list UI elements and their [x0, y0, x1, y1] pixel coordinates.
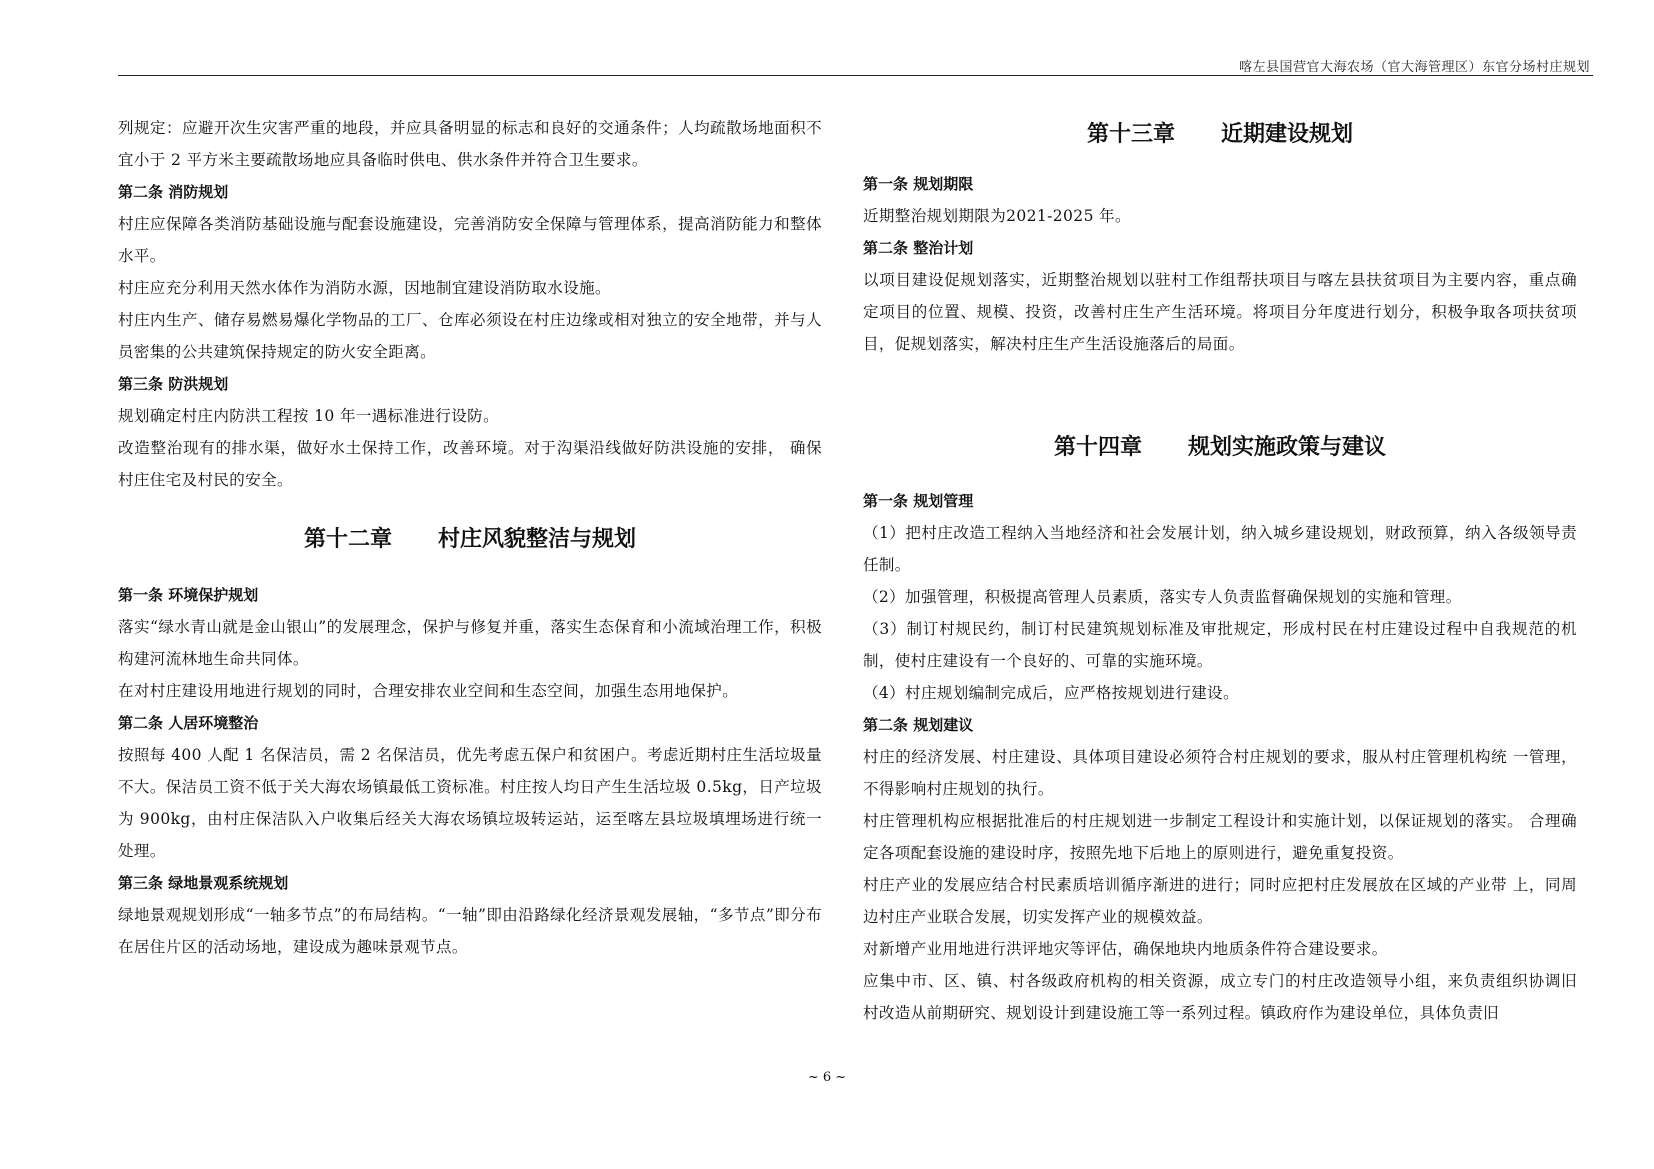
running-header: 喀左县国营官大海农场（官大海管理区）东官分场村庄规划	[1238, 60, 1590, 75]
paragraph: 村庄内生产、储存易燃易爆化学物品的工厂、仓库必须设在村庄边缘或相对独立的安全地带，并与人员密集的公共建筑保持规定的防火安全距离。	[118, 311, 822, 361]
article-heading-management: 第一条 规划管理	[863, 492, 974, 510]
paragraph: （4）村庄规划编制完成后，应严格按规划进行建设。	[863, 684, 1239, 702]
paragraph: 村庄管理机构应根据批准后的村庄规划进一步制定工程设计和实施计划，以保证规划的落实。 合理确定各项配套设施的建设时序，按照先地下后地上的原则进行，避免重复投资。	[863, 812, 1577, 862]
header-rule	[118, 75, 1593, 76]
chapter-title-14: 第十四章 规划实施政策与建议	[1054, 435, 1386, 460]
article-heading-flood: 第三条 防洪规划	[118, 375, 229, 393]
left-column	[118, 120, 822, 963]
paragraph: 列规定：应避开次生灾害严重的地段，并应具备明显的标志和良好的交通条件；人均疏散场地面积不宜小于 2 平方米主要疏散场地应具备临时供电、供水条件并符合卫生要求。	[118, 119, 822, 169]
paragraph: 村庄应充分利用天然水体作为消防水源，因地制宜建设消防取水设施。	[118, 279, 611, 297]
paragraph: 落实“绿水青山就是金山银山”的发展理念，保护与修复并重，落实生态保育和小流域治理工作，积极构建河流林地生命共同体。	[118, 618, 822, 668]
article-heading-suggestion: 第二条 规划建议	[863, 716, 974, 734]
right-column	[863, 120, 1577, 1029]
article-heading-plan: 第二条 整治计划	[863, 239, 974, 257]
chapter-title-12: 第十二章 村庄风貌整洁与规划	[304, 527, 636, 552]
article-heading-environment: 第一条 环境保护规划	[118, 586, 259, 604]
paragraph: 绿地景观规划形成“一轴多节点”的布局结构。“一轴”即由沿路绿化经济景观发展轴，“多节点”即分布在居住片区的活动场地，建设成为趣味景观节点。	[118, 906, 822, 956]
paragraph: 应集中市、区、镇、村各级政府机构的相关资源，成立专门的村庄改造领导小组，来负责组织协调旧村改造从前期研究、规划设计到建设施工等一系列过程。镇政府作为建设单位，具体负责旧	[863, 972, 1577, 1022]
paragraph: 对新增产业用地进行洪评地灾等评估，确保地块内地质条件符合建设要求。	[863, 940, 1388, 958]
article-heading-period: 第一条 规划期限	[863, 175, 974, 193]
page-number: ~ 6 ~	[807, 1070, 847, 1085]
article-heading-greenland: 第三条 绿地景观系统规划	[118, 874, 289, 892]
paragraph: 近期整治规划期限为2021-2025 年。	[863, 207, 1131, 225]
article-heading-living: 第二条 人居环境整治	[118, 714, 259, 732]
paragraph: 村庄应保障各类消防基础设施与配套设施建设，完善消防安全保障与管理体系，提高消防能力和整体水平。	[118, 215, 822, 265]
paragraph: 按照每 400 人配 1 名保洁员，需 2 名保洁员，优先考虑五保户和贫困户。考虑近期村庄生活垃圾量不大。保洁员工资不低于关大海农场镇最低工资标准。村庄按人均日产生生活垃圾 0.5kg，日产垃圾为 900kg，由村庄保洁队入户收集后经关大海农场镇垃圾转运站，运至喀左县垃圾填埋场进行统一处理。	[118, 746, 822, 860]
paragraph: （3）制订村规民约，制订村民建筑规划标准及审批规定，形成村民在村庄建设过程中自我规范的机制，使村庄建设有一个良好的、可靠的实施环境。	[863, 620, 1577, 670]
paragraph: 村庄产业的发展应结合村民素质培训循序渐进的进行；同时应把村庄发展放在区域的产业带 上，同周边村庄产业联合发展，切实发挥产业的规模效益。	[863, 876, 1577, 926]
paragraph: 村庄的经济发展、村庄建设、具体项目建设必须符合村庄规划的要求，服从村庄管理机构统 一管理，不得影响村庄规划的执行。	[863, 748, 1577, 798]
paragraph: （2）加强管理，积极提高管理人员素质，落实专人负责监督确保规划的实施和管理。	[863, 588, 1462, 606]
paragraph: 改造整治现有的排水渠，做好水土保持工作，改善环境。对于沟渠沿线做好防洪设施的安排， 确保村庄住宅及村民的安全。	[118, 439, 822, 489]
paragraph: 在对村庄建设用地进行规划的同时，合理安排农业空间和生态空间，加强生态用地保护。	[118, 682, 739, 700]
article-heading-fire: 第二条 消防规划	[118, 183, 229, 201]
paragraph: （1）把村庄改造工程纳入当地经济和社会发展计划，纳入城乡建设规划，财政预算，纳入各级领导责任制。	[863, 524, 1577, 574]
paragraph: 规划确定村庄内防洪工程按 10 年一遇标准进行设防。	[118, 407, 499, 425]
chapter-title-13: 第十三章 近期建设规划	[1087, 122, 1353, 147]
paragraph: 以项目建设促规划落实，近期整治规划以驻村工作组帮扶项目与喀左县扶贫项目为主要内容，重点确定项目的位置、规模、投资，改善村庄生产生活环境。将项目分年度进行划分，积极争取各项扶贫项目，促规划落实，解决村庄生产生活设施落后的局面。	[863, 271, 1577, 353]
